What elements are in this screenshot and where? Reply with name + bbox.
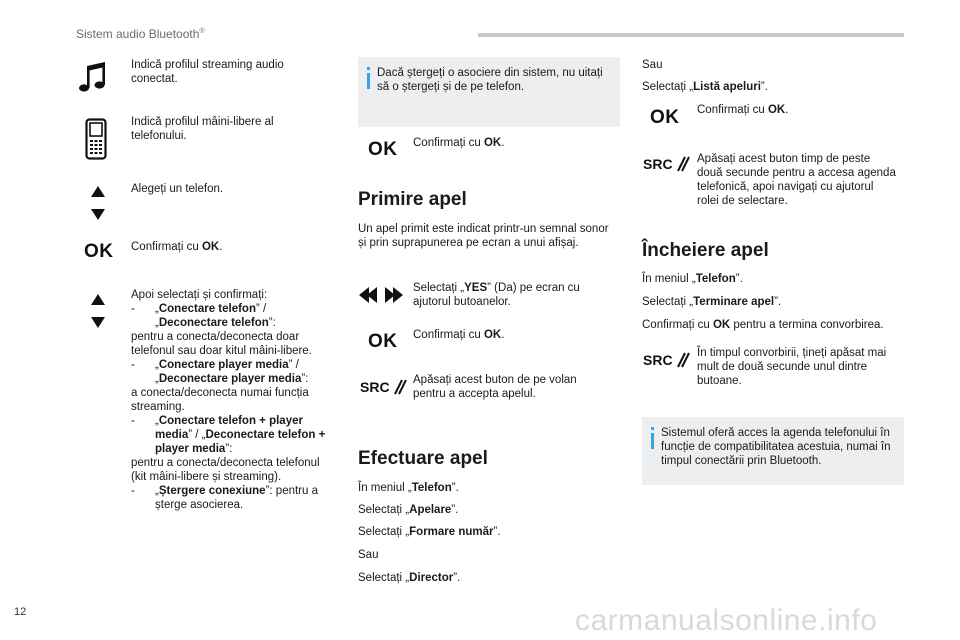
info-marker-dot <box>367 67 370 70</box>
src-button-icon <box>360 379 407 395</box>
mobile-phone-icon <box>85 118 107 160</box>
select-end: ”. <box>760 81 768 93</box>
header-divider-bar <box>478 33 904 37</box>
ok-button-icon: OK <box>84 241 114 262</box>
select-label: Selectați „ <box>642 81 694 93</box>
menu-end: ”. <box>735 273 743 285</box>
or-text: Sau <box>358 549 379 561</box>
separator: ” / „ <box>188 429 206 441</box>
list-dash: - <box>131 415 135 427</box>
ok-word: OK <box>712 319 731 331</box>
list-item <box>131 414 333 456</box>
list-item <box>131 302 333 330</box>
section-heading-efectuare-apel: Efectuare apel <box>358 448 488 469</box>
choose-phone-text: Alegeți un telefon. <box>131 183 224 195</box>
src-accept-text: Apăsați acest buton de pe volan pentru a accepta apelul. <box>413 374 577 400</box>
quote: „ <box>155 415 159 427</box>
option-label: Conectare telefon + player media <box>155 415 303 441</box>
list-item-description: pentru a conecta/deconecta telefonul (kit mâini-libere și streaming). <box>131 457 320 483</box>
list-intro: Apoi selectați și confirmați: <box>131 289 268 301</box>
src-agenda-text: Apăsați acest buton timp de peste două secunde pentru a accesa agenda telefonică, apoi navigați cu ajutorul rolei de selectare. <box>697 153 896 207</box>
info-note-agenda-access <box>642 417 904 485</box>
option-label: Ștergere conexiune <box>158 485 266 497</box>
colon: ”: <box>301 373 309 385</box>
seek-arrows-icon <box>358 286 404 304</box>
list-dash: - <box>131 359 135 371</box>
confirm-end: . <box>501 137 505 149</box>
menu-label: În meniul „ <box>358 482 412 494</box>
option-description: ”: pentru a șterge asocierea. <box>155 485 318 511</box>
quote: „ <box>155 303 159 315</box>
handsfree-profile-text: Indică profilul mâini-libere al telefonului. <box>131 116 274 142</box>
confirm-end: . <box>501 329 505 341</box>
option-label: Conectare telefon <box>158 303 256 315</box>
confirm-end-call-text <box>642 318 912 332</box>
streaming-profile-text: Indică profilul streaming audio conectat. <box>131 59 284 85</box>
menu-item: Apelare <box>409 504 452 516</box>
menu-item: Formare număr <box>409 526 494 538</box>
confirm-end: . <box>219 241 223 253</box>
select-terminare-text <box>642 295 781 309</box>
info-marker-dot <box>651 427 654 430</box>
list-item-description: a conecta/deconecta numai funcția streaming. <box>131 387 309 413</box>
confirm-ok-text <box>413 328 613 342</box>
page-number: 12 <box>14 606 27 618</box>
option-label: Deconectare telefon + player media <box>155 429 326 455</box>
info-note-delete-pairing <box>358 57 620 127</box>
select-director-text <box>358 571 460 585</box>
section-heading-primire-apel: Primire apel <box>358 189 467 210</box>
menu-item: Telefon <box>695 273 736 285</box>
quote: „ <box>155 359 159 371</box>
info-marker-bar <box>651 433 654 449</box>
src-label: SRC <box>360 379 390 395</box>
registered-mark: ® <box>199 28 205 35</box>
confirm-ok-text <box>413 136 613 150</box>
ok-word: OK <box>483 329 502 341</box>
menu-item: Listă apeluri <box>693 81 761 93</box>
volume-rocker-icon <box>676 352 690 368</box>
select-yes-text <box>413 281 603 309</box>
option-label: Deconectare player media <box>158 373 302 385</box>
select-lista-text <box>642 80 768 94</box>
confirm-label: Confirmați cu <box>413 329 484 341</box>
colon: ”: <box>268 317 276 329</box>
list-item <box>131 484 333 512</box>
select-end: ” (Da) pe ecran cu ajutorul butoanelor. <box>413 282 580 308</box>
menu-item: Terminare apel <box>693 296 775 308</box>
select-label: Selectați „ <box>413 282 465 294</box>
confirm-label: Confirmați cu <box>413 137 484 149</box>
running-header <box>76 27 205 41</box>
select-end: ”. <box>451 504 459 516</box>
option-label: Deconectare telefon <box>158 317 269 329</box>
confirm-label: Confirmați cu <box>131 241 202 253</box>
info-marker-bar <box>367 73 370 89</box>
confirm-label: Confirmați cu <box>642 319 713 331</box>
music-note-icon <box>78 60 108 94</box>
select-label: Selectați „ <box>358 572 410 584</box>
confirm-end: . <box>785 104 789 116</box>
up-down-arrows-icon <box>88 293 108 329</box>
select-apelare-text <box>358 503 458 517</box>
ok-button-icon: OK <box>650 107 680 128</box>
separator: ” / „ <box>155 359 299 385</box>
src-button-icon <box>643 156 690 172</box>
confirm-ok-text <box>131 240 321 254</box>
menu-label: În meniul „ <box>642 273 696 285</box>
ok-word: OK <box>483 137 502 149</box>
src-button-icon <box>643 352 690 368</box>
confirm-ok-text <box>697 103 897 117</box>
select-label: Selectați „ <box>358 526 410 538</box>
connection-options-list <box>131 288 333 512</box>
confirm-label: Confirmați cu <box>697 104 768 116</box>
select-end: ”. <box>493 526 501 538</box>
incoming-call-paragraph: Un apel primit este indicat printr-un semnal sonor și prin suprapunerea pe ecran a unui afișaj. <box>358 223 609 249</box>
list-item-description: pentru a conecta/deconecta doar telefonul sau doar kitul mâini-libere. <box>131 331 312 357</box>
quote: „ <box>155 485 159 497</box>
watermark: carmanualsonline.info <box>575 604 878 637</box>
note-text: Sistemul oferă acces la agenda telefonului în funcție de compatibilitatea acestuia, numai în timpul conectării prin Bluetooth. <box>661 427 891 467</box>
ok-button-icon: OK <box>368 139 398 160</box>
menu-item: Director <box>409 572 454 584</box>
confirm-end: pentru a termina convorbirea. <box>730 319 884 331</box>
src-hold-text: În timpul convorbirii, țineți apăsat mai mult de două secunde unul dintre butoane. <box>697 347 887 387</box>
select-label: Selectați „ <box>358 504 410 516</box>
list-dash: - <box>131 303 135 315</box>
yes-label: YES <box>464 282 488 294</box>
volume-rocker-icon <box>676 156 690 172</box>
list-dash: - <box>131 485 135 497</box>
src-label: SRC <box>643 352 673 368</box>
menu-end: ”. <box>451 482 459 494</box>
ok-word: OK <box>201 241 220 253</box>
ok-button-icon: OK <box>368 331 398 352</box>
header-title: Sistem audio Bluetooth <box>76 27 200 41</box>
colon: ”: <box>225 443 233 455</box>
note-text: Dacă ștergeți o asociere din sistem, nu uitați să o ștergeți și de pe telefon. <box>377 67 603 93</box>
up-down-arrows-icon <box>88 185 108 221</box>
menu-telefon-text <box>642 272 743 286</box>
select-end: ”. <box>453 572 461 584</box>
or-text: Sau <box>642 59 663 71</box>
menu-telefon-text <box>358 481 459 495</box>
section-heading-incheiere-apel: Încheiere apel <box>642 240 769 261</box>
separator: ” / „ <box>155 303 267 329</box>
option-label: Conectare player media <box>158 359 289 371</box>
select-formare-text <box>358 525 501 539</box>
ok-word: OK <box>767 104 786 116</box>
select-label: Selectați „ <box>642 296 694 308</box>
select-end: ”. <box>774 296 782 308</box>
menu-item: Telefon <box>411 482 452 494</box>
volume-rocker-icon <box>393 379 407 395</box>
list-item <box>131 358 333 386</box>
src-label: SRC <box>643 156 673 172</box>
